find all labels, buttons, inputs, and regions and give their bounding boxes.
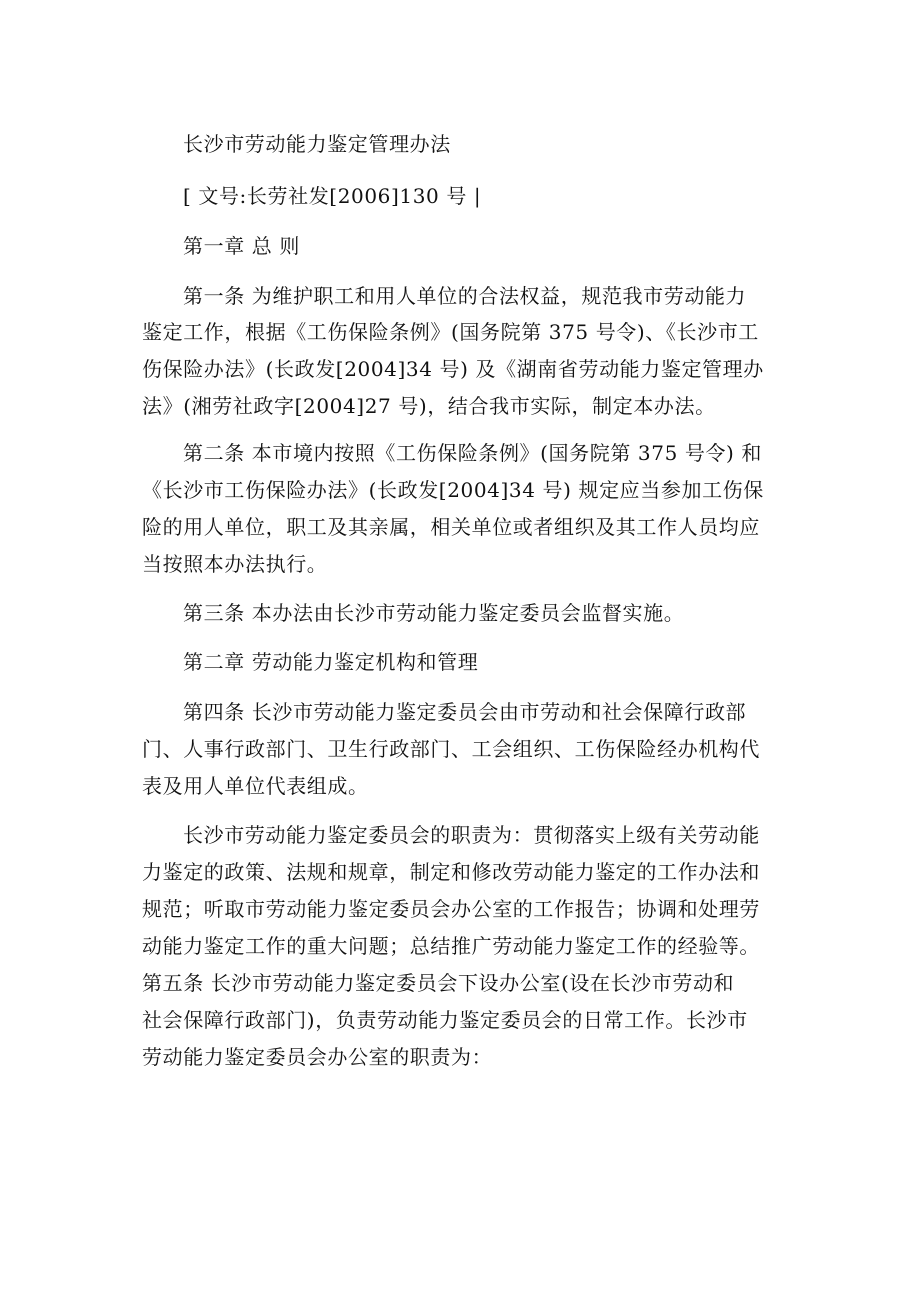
- document-number: [ 文号:长劳社发[2006]130 号 |: [183, 184, 482, 208]
- text-line: 法》(湘劳社政字[2004]27 号)，结合我市实际，制定本办法。: [142, 394, 716, 418]
- text-line: 劳动能力鉴定委员会办公室的职责为：: [142, 1045, 493, 1069]
- document-title: 长沙市劳动能力鉴定管理办法: [183, 132, 451, 156]
- text-line: 动能力鉴定工作的重大问题；总结推广劳动能力鉴定工作的经验等。: [142, 934, 760, 958]
- text-line: 第五条 长沙市劳动能力鉴定委员会下设办公室(设在长沙市劳动和: [142, 971, 735, 995]
- text-line: 第四条 长沙市劳动能力鉴定委员会由市劳动和社会保障行政部: [183, 700, 747, 724]
- text-line: 鉴定工作，根据《工伤保险条例》(国务院第 375 号令)、《长沙市工: [142, 320, 759, 344]
- text-line: 险的用人单位，职工及其亲属，相关单位或者组织及其工作人员均应: [142, 515, 760, 539]
- text-line: 伤保险办法》(长政发[2004]34 号) 及《湖南省劳动能力鉴定管理办: [142, 357, 764, 381]
- text-line: 当按照本办法执行。: [142, 552, 328, 576]
- text-line: 表及用人单位代表组成。: [142, 774, 369, 798]
- text-line: 规范；听取市劳动能力鉴定委员会办公室的工作报告；协调和处理劳: [142, 897, 760, 921]
- text-line: 第三条 本办法由长沙市劳动能力鉴定委员会监督实施。: [183, 601, 685, 625]
- text-line: 力鉴定的政策、法规和规章，制定和修改劳动能力鉴定的工作办法和: [142, 860, 760, 884]
- text-line: 社会保障行政部门)，负责劳动能力鉴定委员会的日常工作。长沙市: [142, 1008, 748, 1032]
- text-line: 第一条 为维护职工和用人单位的合法权益，规范我市劳动能力: [183, 284, 747, 308]
- text-line: 门、人事行政部门、卫生行政部门、工会组织、工伤保险经办机构代: [142, 737, 760, 761]
- text-line: 《长沙市工伤保险办法》(长政发[2004]34 号) 规定应当参加工伤保: [142, 478, 764, 502]
- chapter-heading: 第一章 总 则: [183, 234, 300, 258]
- text-line: 长沙市劳动能力鉴定委员会的职责为：贯彻落实上级有关劳动能: [183, 823, 760, 847]
- chapter-heading: 第二章 劳动能力鉴定机构和管理: [183, 650, 479, 674]
- text-line: 第二条 本市境内按照《工伤保险条例》(国务院第 375 号令) 和: [183, 441, 763, 465]
